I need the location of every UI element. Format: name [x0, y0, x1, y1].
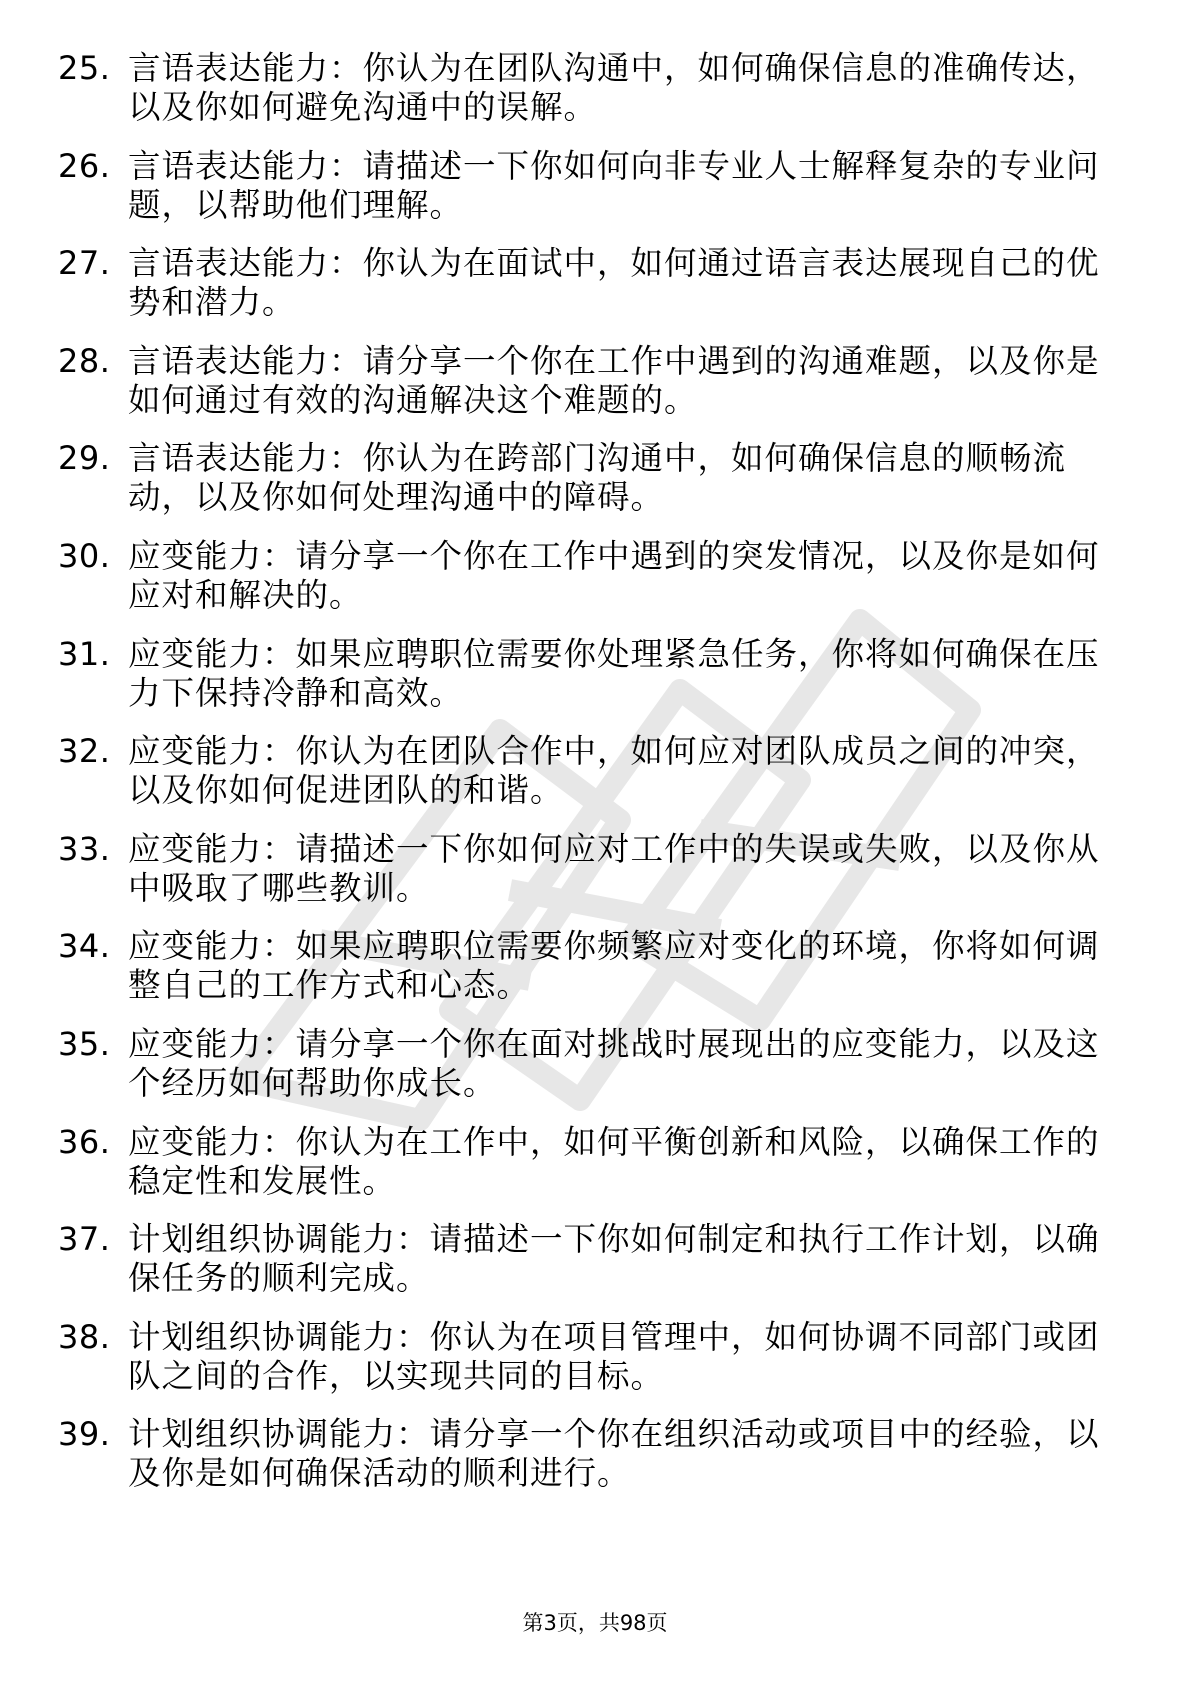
question-number: 29.	[58, 439, 111, 478]
question-item	[58, 147, 1118, 245]
question-item	[58, 342, 1118, 440]
question-text: 计划组织协调能力：你认为在项目管理中，如何协调不同部门或团队之间的合作，以实现共同的目标。	[128, 1317, 1100, 1395]
question-number: 27.	[58, 244, 111, 283]
question-item	[58, 1123, 1118, 1221]
question-number: 32.	[58, 732, 111, 771]
question-number: 35.	[58, 1024, 111, 1063]
question-item	[58, 635, 1118, 733]
question-item	[58, 1025, 1118, 1123]
question-text: 言语表达能力：请描述一下你如何向非专业人士解释复杂的专业问题，以帮助他们理解。	[128, 146, 1100, 224]
question-text: 言语表达能力：你认为在面试中，如何通过语言表达展现自己的优势和潜力。	[128, 244, 1100, 322]
question-text: 应变能力：请分享一个你在工作中遇到的突发情况，以及你是如何应对和解决的。	[128, 536, 1100, 614]
question-item	[58, 830, 1118, 928]
question-text: 应变能力：如果应聘职位需要你频繁应对变化的环境，你将如何调整自己的工作方式和心态。	[128, 927, 1100, 1005]
question-text: 计划组织协调能力：请分享一个你在组织活动或项目中的经验，以及你是如何确保活动的顺利进行。	[128, 1415, 1100, 1493]
question-item	[58, 537, 1118, 635]
question-text: 计划组织协调能力：请描述一下你如何制定和执行工作计划，以确保任务的顺利完成。	[128, 1220, 1100, 1298]
question-number: 36.	[58, 1122, 111, 1161]
question-text: 应变能力：你认为在团队合作中，如何应对团队成员之间的冲突，以及你如何促进团队的和谐。	[128, 732, 1100, 810]
question-item	[58, 1318, 1118, 1416]
question-text: 应变能力：如果应聘职位需要你处理紧急任务，你将如何确保在压力下保持冷静和高效。	[128, 634, 1100, 712]
question-text: 言语表达能力：请分享一个你在工作中遇到的沟通难题，以及你是如何通过有效的沟通解决这个难题的。	[128, 341, 1100, 419]
question-number: 37.	[58, 1220, 111, 1259]
question-text: 应变能力：请描述一下你如何应对工作中的失误或失败，以及你从中吸取了哪些教训。	[128, 829, 1100, 907]
question-item	[58, 927, 1118, 1025]
question-number: 33.	[58, 829, 111, 868]
question-text: 言语表达能力：你认为在团队沟通中，如何确保信息的准确传达，以及你如何避免沟通中的误解。	[128, 49, 1100, 126]
question-item	[58, 732, 1118, 830]
page-footer: 第3页，共98页	[522, 1611, 668, 1635]
question-number: 39.	[58, 1415, 111, 1454]
question-number: 26.	[58, 146, 111, 185]
question-number: 38.	[58, 1317, 111, 1356]
question-item	[58, 244, 1118, 342]
question-list	[58, 49, 1118, 1513]
question-number: 31.	[58, 634, 111, 673]
question-number: 30.	[58, 536, 111, 575]
question-item	[58, 1415, 1118, 1513]
question-number: 28.	[58, 341, 111, 380]
question-text: 言语表达能力：你认为在跨部门沟通中，如何确保信息的顺畅流动，以及你如何处理沟通中的障碍。	[128, 439, 1067, 517]
question-item	[58, 439, 1118, 537]
question-text: 应变能力：请分享一个你在面对挑战时展现出的应变能力，以及这个经历如何帮助你成长。	[128, 1024, 1100, 1102]
question-text: 应变能力：你认为在工作中，如何平衡创新和风险，以确保工作的稳定性和发展性。	[128, 1122, 1100, 1200]
question-item	[58, 1220, 1118, 1318]
question-number: 34.	[58, 927, 111, 966]
question-number: 25.	[58, 49, 111, 87]
question-item	[58, 49, 1118, 147]
